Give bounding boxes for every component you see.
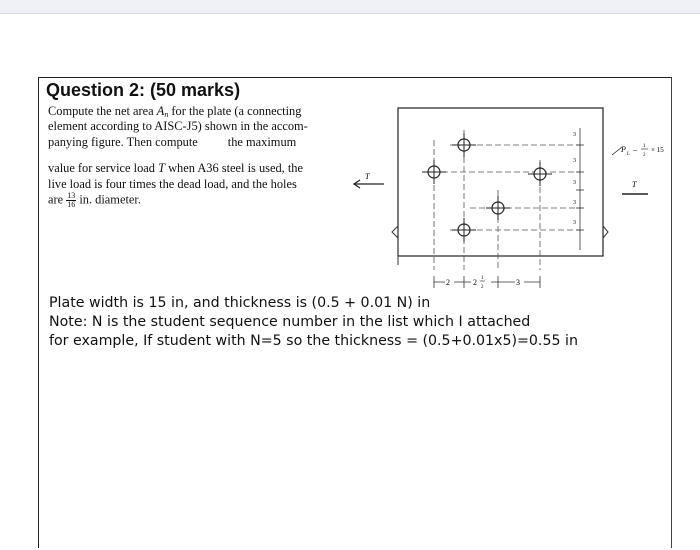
bolt-hole-2 [422,160,446,184]
problem-line-1-post: for the plate (a connecting [168,104,302,118]
plate-extension-right [603,226,608,238]
bolt-hole-5 [452,218,476,242]
problem-line-4-post: when A36 steel is used, the [165,161,303,175]
bottom-dim-2-whole: 2 [473,278,477,287]
problem-line-2: element according to AISC-J5) shown in the accom- [48,119,308,133]
load-symbol: T [158,161,165,175]
side-dim-3: 3 [573,180,576,186]
problem-line-6-pre: are [48,192,67,207]
note-sequence-number: Note: N is the student sequence number in the list which I attached [49,314,531,330]
bolt-hole-1 [452,133,476,157]
plate-spec-sub: L [627,152,631,157]
bottom-dim-2-num: 1 [481,276,484,281]
bolt-hole-4 [486,196,510,220]
load-label-right: T [632,180,637,189]
problem-line-3 [48,135,296,150]
problem-line-5: live load is four times the dead load, and the holes [48,177,297,191]
note-plate-width: Plate width is 15 in, and thickness is (0.5 + 0.01 N) in [49,295,431,311]
side-dim-1: 3 [573,132,576,138]
plate-spec-num: 1 [643,144,646,149]
plate-spec-den: 2 [643,153,646,158]
top-bar [0,0,700,14]
problem-line-6-post: in. diameter. [76,192,141,207]
top-bar-divider [0,13,700,14]
plate-figure [340,100,680,300]
note-example: for example, If student with N=5 so the thickness = (0.5+0.01x5)=0.55 in [49,333,578,349]
problem-line-3-a: panying figure. Then compute [48,135,198,149]
plate-spec-p: P [621,145,626,154]
net-area-symbol: A [156,104,165,118]
hole-diameter-numerator: 13 [67,191,76,200]
plate-extension-left [392,226,398,265]
net-area-subscript: n [164,110,169,119]
problem-line-4 [48,161,303,176]
hole-diameter-denominator: 16 [67,200,76,209]
bottom-dim-2-den: 2 [481,285,484,290]
bolt-hole-3 [528,162,552,186]
side-dim-5: 3 [573,220,576,226]
plate-spec-width: × 15 [651,146,664,154]
problem-line-4-pre: value for service load [48,161,159,175]
question-title: Question 2: (50 marks) [46,80,241,100]
side-dim-2: 3 [573,158,576,164]
hole-diameter-fraction [66,192,76,209]
problem-line-6 [48,192,141,209]
plate-spec-dash: – [633,145,637,154]
side-dim-4: 3 [573,200,576,206]
bottom-dim-1: 2 [446,278,450,287]
problem-line-3-b: the maximum [227,135,297,149]
problem-line-1-pre: Compute the net area [48,104,157,118]
bottom-dim-3: 3 [516,278,520,287]
load-label-left: T [365,172,370,181]
